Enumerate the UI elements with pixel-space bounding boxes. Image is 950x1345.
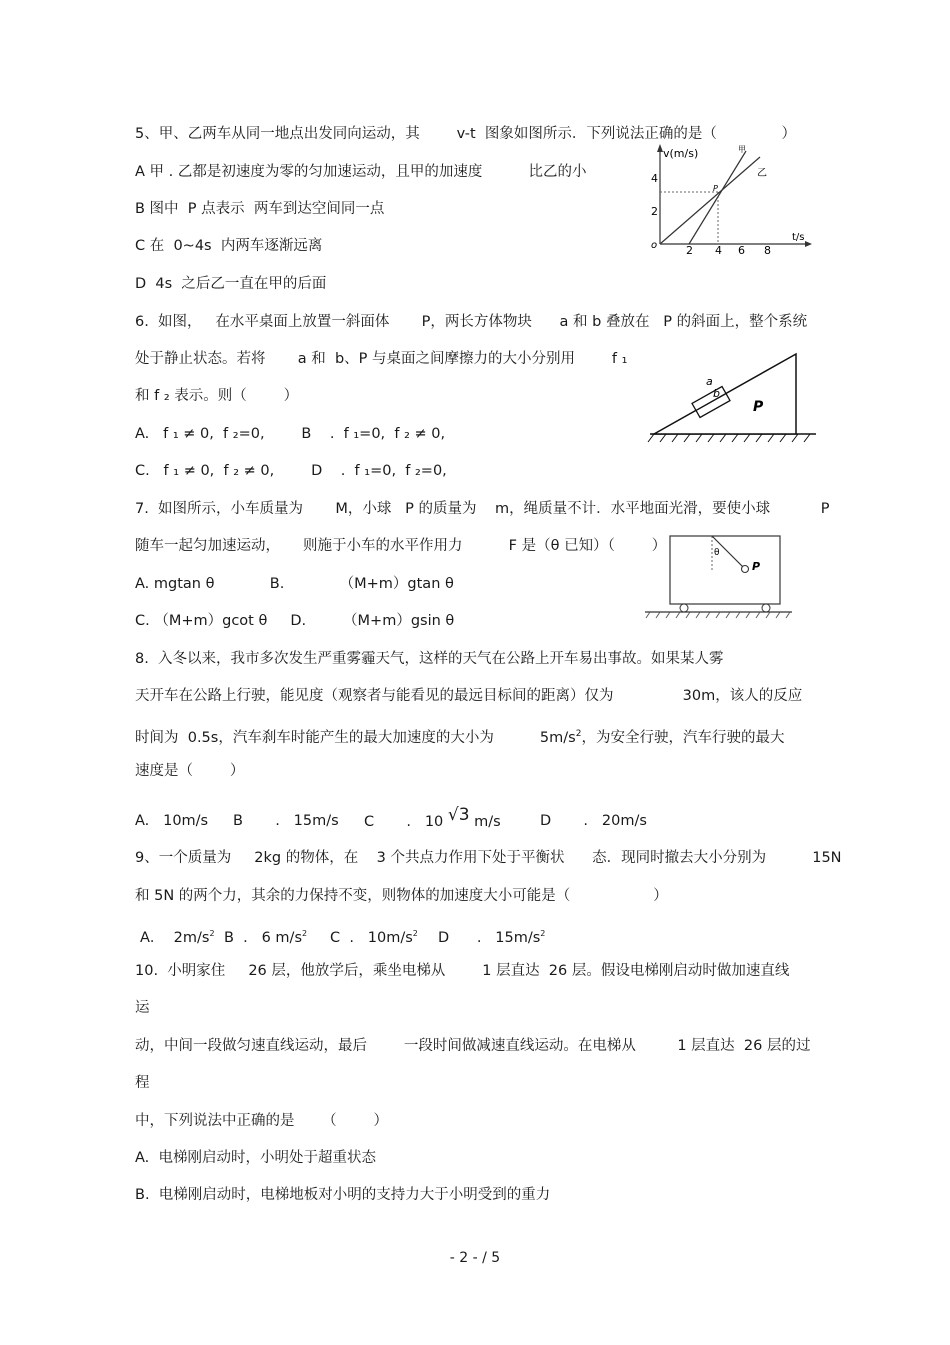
q6-line-1: 6. 如图， 在水平桌面上放置一斜面体 P，两长方体物块 a 和 b 叠放在 P 的斜面上，整个系统: [135, 314, 808, 330]
q6-options-cd: C. f ₁ ≠ 0, f ₂ ≠ 0, D . f ₁=0, f ₂=0,: [135, 463, 447, 479]
q9-option-c: [330, 924, 418, 948]
block-a-label: a: [706, 375, 713, 388]
q8-line-2: 天开车在公路上行驶，能见度（观察者与能看见的最远目标间的距离）仅为 30m，该人的反应: [135, 688, 803, 704]
q8-option-c-text: C . 10: [364, 814, 444, 830]
q9-line-2: 和 5N 的两个力，其余的力保持不变，则物体的加速度大小可能是（ ）: [135, 888, 668, 904]
q5-option-d: D 4s 之后乙一直在甲的后面: [135, 276, 327, 292]
q8-line-3: [135, 724, 784, 748]
ball-p-label: P: [752, 560, 761, 573]
graph-y-tick-4: 4: [651, 172, 658, 185]
q9-option-d-sup: 2: [540, 929, 546, 938]
q10-line-3: 动，中间一段做匀速直线运动，最后 一段时间做减速直线运动。在电梯从 1 层直达 26 层的过: [135, 1038, 811, 1054]
q5-stem: 5、甲、乙两车从同一地点出发同向运动，其 v-t 图象如图所示．下列说法正确的是（ ）: [135, 126, 796, 142]
q9-option-c-sup: 2: [412, 929, 418, 938]
q8-option-d: D . 20m/s: [540, 813, 647, 829]
q6-line-2: 处于静止状态。若将 a 和 b、P 与桌面之间摩擦力的大小分别用 f ₁: [135, 351, 628, 367]
vt-graph: [645, 140, 820, 255]
q10-line-2: 运: [135, 1000, 150, 1016]
q7-line-2: 随车一起匀加速运动， 则施于小车的水平作用力 F 是（θ 已知）（ ）: [135, 538, 667, 554]
q9-option-b: [224, 924, 307, 948]
sqrt3: √3: [447, 805, 470, 825]
block-b-label: b: [713, 387, 720, 400]
q10-line-4: 程: [135, 1075, 150, 1091]
q5-option-c: C 在 0~4s 内两车逐渐远离: [135, 238, 323, 254]
graph-x-tick-4: 4: [715, 244, 722, 255]
graph-label-jia: 甲: [738, 145, 746, 154]
q9-option-a: [140, 924, 215, 948]
q7-options-cd: C. （M+m）gcot θ D. （M+m）gsin θ: [135, 613, 455, 629]
q9-option-a-text: A． 2m/s: [140, 929, 210, 946]
q5-option-b: B 图中 P 点表示 两车到达空间同一点: [135, 201, 385, 217]
graph-y-axis-label: v(m/s): [663, 147, 699, 160]
q10-line-1: 10. 小明家住 26 层，他放学后，乘坐电梯从 1 层直达 26 层。假设电梯刚启动时做加速直线: [135, 963, 790, 979]
theta-label: θ: [714, 548, 720, 558]
q5-option-a: A 甲 . 乙都是初速度为零的匀加速运动，且甲的加速度 比乙的小: [135, 164, 587, 180]
q7-line-1: 7. 如图所示，小车质量为 M，小球 P 的质量为 m，绳质量不计．水平地面光滑，要使小球 P: [135, 501, 830, 517]
q10-line-5: 中，下列说法中正确的是 （ ）: [135, 1113, 389, 1129]
q9-option-a-sup: 2: [209, 929, 215, 938]
q8-line-1: 8. 入冬以来，我市多次发生严重雾霾天气，这样的天气在公路上开车易出事故。如果某人雾: [135, 651, 724, 667]
q7-options-ab: A. mgtan θ B. （M+m）gtan θ: [135, 576, 454, 592]
q9-option-b-sup: 2: [302, 929, 308, 938]
incline-figure: [640, 348, 820, 448]
q10-option-b: B. 电梯刚启动时，电梯地板对小明的支持力大于小明受到的重力: [135, 1187, 551, 1203]
q8-option-c: [364, 805, 501, 832]
graph-x-tick-2: 2: [686, 244, 693, 255]
q8-superscript: 2: [575, 729, 582, 739]
q8-line-3-tail: ，为安全行驶，汽车行驶的最大: [581, 729, 785, 746]
graph-y-tick-2: 2: [651, 205, 658, 218]
incline-p-label: P: [753, 399, 764, 415]
q8-line-3-text: 时间为 0.5s，汽车刹车时能产生的最大加速度的大小为 5m/s: [135, 729, 576, 746]
q8-line-4: 速度是（ ）: [135, 763, 245, 779]
q9-option-d-text: D . 15m/s: [438, 929, 541, 946]
q10-option-a: A. 电梯刚启动时，小明处于超重状态: [135, 1150, 376, 1166]
graph-x-tick-8: 8: [764, 244, 771, 255]
q8-option-c-unit: m/s: [474, 814, 501, 830]
graph-origin: o: [651, 240, 658, 251]
q6-options-ab: A. f ₁ ≠ 0, f ₂=0, B . f ₁=0, f ₂ ≠ 0,: [135, 426, 446, 442]
q8-option-b: B . 15m/s: [233, 813, 339, 829]
graph-x-tick-6: 6: [738, 244, 745, 255]
graph-x-axis-label: t/s: [792, 232, 805, 243]
q9-option-c-text: C . 10m/s: [330, 929, 413, 946]
q8-option-a: A. 10m/s: [135, 813, 209, 829]
graph-label-yi: 乙: [757, 168, 767, 179]
q9-line-1: 9、一个质量为 2kg 的物体，在 3 个共点力作用下处于平衡状 态．现同时撤去大小分别为 15N: [135, 850, 842, 866]
graph-point-p: P: [713, 184, 718, 193]
q6-line-3: 和 f ₂ 表示。则（ ）: [135, 388, 299, 404]
page-number: - 2 - / 5: [449, 1250, 501, 1266]
q9-option-d: [438, 924, 545, 948]
q9-option-b-text: B . 6 m/s: [224, 929, 303, 946]
cart-figure: [640, 530, 800, 625]
